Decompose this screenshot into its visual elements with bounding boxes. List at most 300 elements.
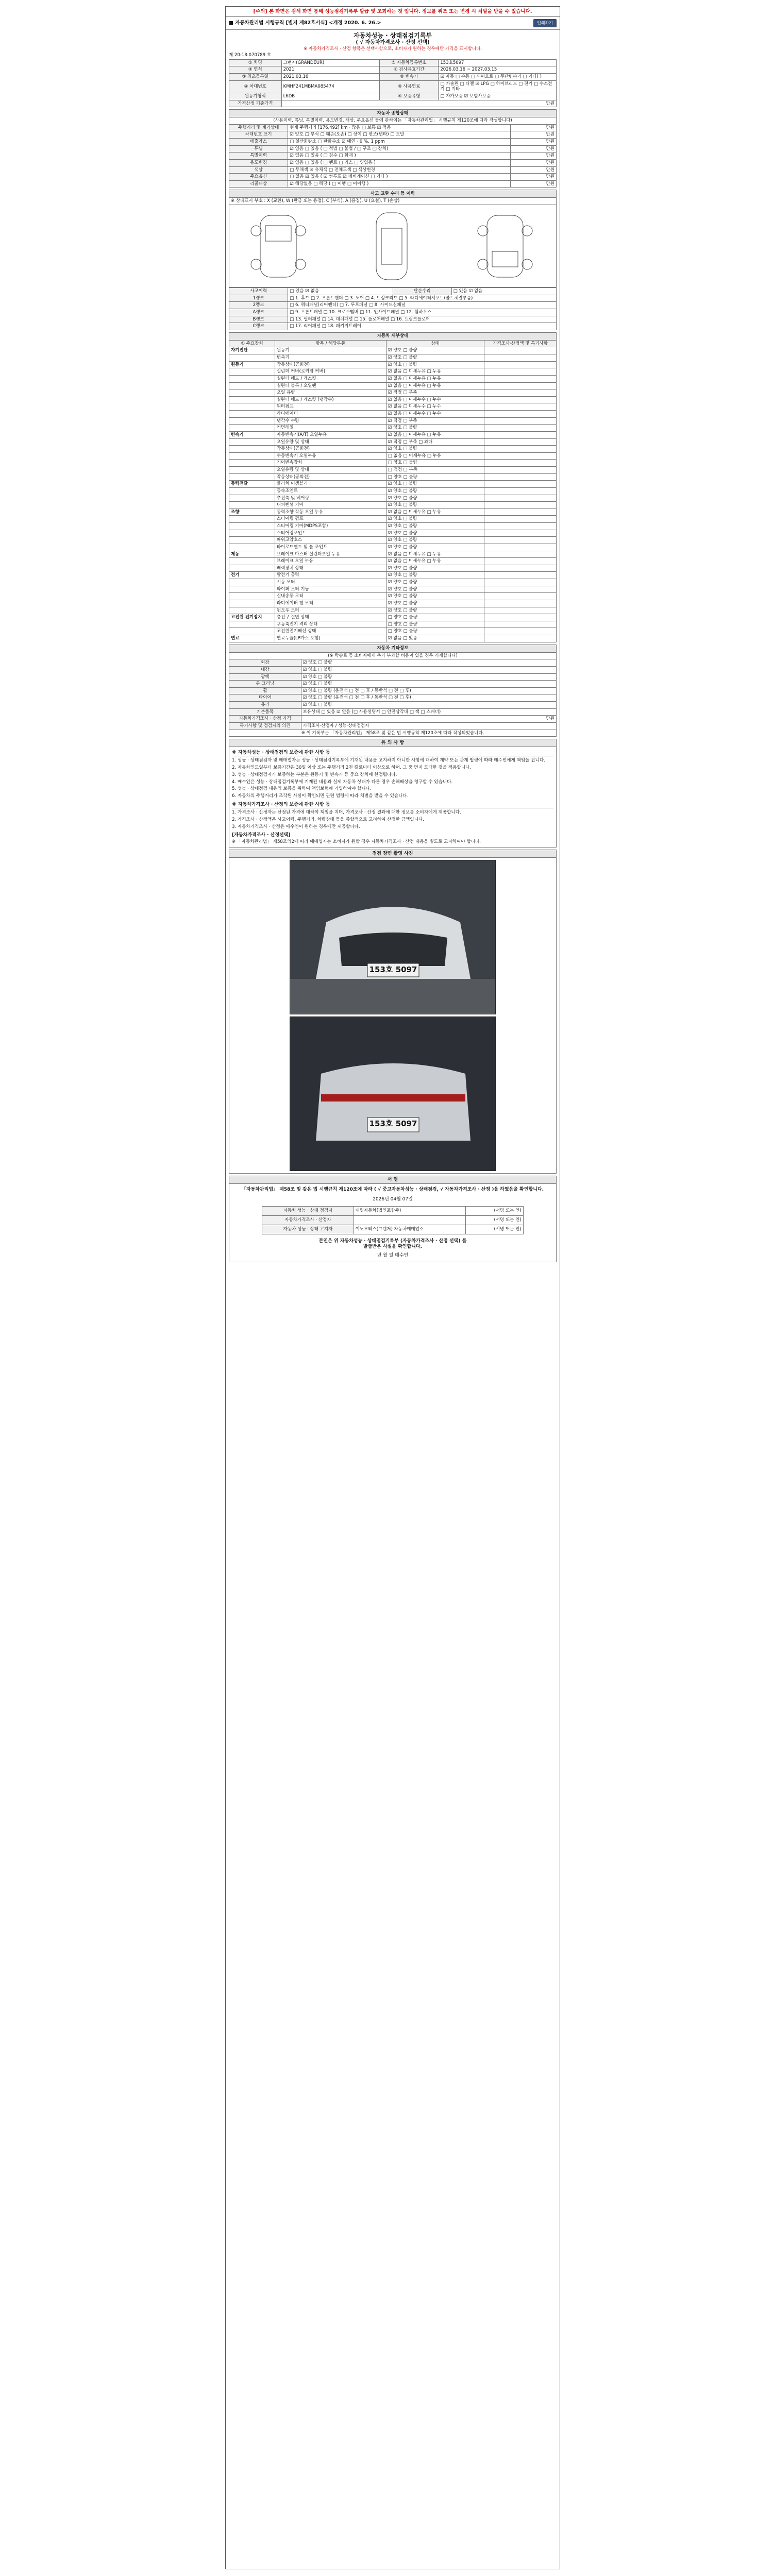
detail-cell: □ 양호 □ 불량 (386, 473, 484, 481)
sign-name (354, 1215, 466, 1225)
detail-cell: 브레이크 오일 누유 (275, 558, 386, 565)
detail-note (484, 544, 557, 551)
car-name-label: ① 차명 (229, 59, 282, 66)
detail-cell: 작동상태(공회전) (275, 446, 386, 453)
detail-cell (229, 487, 275, 495)
detail-note (484, 530, 557, 537)
detail-cell: 수동변속기 오일누유 (275, 452, 386, 460)
photo-heading: 점검 장면 촬영 사진 (229, 850, 556, 858)
detail-cell (229, 460, 275, 467)
summary-price: 만원 (511, 174, 557, 181)
detail-cell: 고전원 전기장치 (229, 614, 275, 621)
detail-cell: 발전기 출력 (275, 572, 386, 579)
sign-role: 자동차 성능 · 상태 고지자 (262, 1225, 354, 1234)
photo-front (290, 860, 496, 1014)
terms-paragraph: 4. 매수인은 성능 · 상태점검기록부에 기재된 내용과 실제 자동차 상태가 다른 경우 손해배상을 청구할 수 있습니다. (232, 779, 453, 785)
options-heading: 자동차 기타정보 (229, 645, 557, 652)
detail-cell (229, 354, 275, 362)
fuel-label: ⑨ 사용연료 (380, 80, 439, 93)
reg-label: ⑥ 자동차등록번호 (380, 59, 439, 66)
detail-cell: 스티어링조인트 (275, 530, 386, 537)
terms-paragraph: 1. 가격조사 · 산정자는 산정된 가격에 대하여 책임을 지며, 가격조사 · 산정 결과에 대한 정보를 소비자에게 제공합니다. (232, 810, 461, 816)
summary-price: 만원 (511, 166, 557, 174)
detail-cell: ☑ 없음 □ 미세누수 □ 누수 (386, 396, 484, 403)
special-label: 특기사항 및 점검자의 의견 (229, 722, 301, 730)
detail-cell: 연료누출(LP가스 포함) (275, 635, 386, 642)
warranty-opts: □ 자가보증 ☑ 보험사보증 (439, 93, 557, 100)
detail-note (484, 417, 557, 425)
first-reg: 2021.03.16 (281, 74, 380, 81)
detail-cell: 충전구 절연 상태 (275, 614, 386, 621)
detail-cell: 작동상태(공회전) (275, 473, 386, 481)
damage-note: ※ 상태표시 부호 : X (교환), W (판금 또는 용접), C (부식), A (흠집), U (요철), T (손상) (229, 198, 557, 205)
summary-price: 만원 (511, 180, 557, 188)
repair-value: □ 있음 ☑ 없음 (451, 288, 556, 295)
detail-cell: 동력조향 작동 오일 누유 (275, 509, 386, 516)
year-label: ② 연식 (229, 66, 282, 74)
panel-value: □ 17. 리어패널 □ 18. 패키지트레이 (288, 323, 557, 330)
summary-label: 특별이력 (229, 152, 288, 160)
detail-note (484, 382, 557, 389)
detail-cell (229, 389, 275, 397)
motor-label: 원동기형식 (229, 93, 282, 100)
detail-cell: 타이로드엔드 및 볼 조인트 (275, 544, 386, 551)
summary-value: ☑ 없음 □ 있음 ( □ 렌트 □ 리스 □ 영업용 ) (288, 159, 511, 166)
detail-cell: 라디에이터 (275, 411, 386, 418)
detail-note (484, 551, 557, 558)
vin: KMHF241MBMA085474 (281, 80, 380, 93)
summary-label: 차대번호 표기 (229, 131, 288, 139)
summary-label: 리콜대상 (229, 180, 288, 188)
detail-cell: ☑ 양호 □ 불량 (386, 516, 484, 523)
sign-mark: (서명 또는 인) (466, 1215, 523, 1225)
detail-cell (229, 516, 275, 523)
detail-cell: 오일유량 및 상태 (275, 467, 386, 474)
detail-cell (229, 600, 275, 607)
sign-role: 자동차가격조사 · 산정자 (262, 1215, 354, 1225)
detail-note (484, 361, 557, 368)
terms-p3: ※ 「자동차관리법」 제58조의2에 따라 매매업자는 소비자가 원할 경우 자동차가격조사 · 산정 내용을 별도로 고지하여야 합니다. (232, 839, 481, 845)
detail-cell: ☑ 양호 □ 불량 (386, 523, 484, 530)
sign-date: 2026년 04월 07일 (373, 1197, 413, 1202)
detail-cell (229, 523, 275, 530)
detail-cell (229, 382, 275, 389)
option-value: ☑ 양호 □ 불량 (301, 666, 556, 673)
detail-note (484, 467, 557, 474)
detail-cell: ☑ 없음 □ 미세누유 □ 누유 (386, 509, 484, 516)
option-value: ☑ 양호 □ 불량 (운전석 □ 전 □ 후 / 동반석 □ 전 □ 후) (301, 694, 556, 702)
detail-cell (229, 593, 275, 600)
detail-cell: ☑ 양호 □ 불량 (386, 537, 484, 544)
detail-cell: ☑ 양호 □ 불량 (386, 593, 484, 600)
detail-note (484, 389, 557, 397)
detail-note (484, 516, 557, 523)
detail-cell: □ 양호 □ 불량 (386, 621, 484, 628)
detail-cell: 냉각수 수량 (275, 417, 386, 425)
detail-cell: ☑ 없음 □ 미세누유 □ 누유 (386, 431, 484, 438)
detail-cell (229, 586, 275, 593)
detail-note (484, 452, 557, 460)
detail-cell: ☑ 없음 □ 미세누유 □ 누유 (386, 368, 484, 376)
summary-price: 만원 (511, 131, 557, 139)
price-label: 자동차가격조사 · 산정 가격 (229, 716, 301, 723)
detail-cell: 실린더 블록 / 오일팬 (275, 382, 386, 389)
detail-cell: ☑ 없음 □ 미세누유 □ 누유 (386, 558, 484, 565)
summary-label: 배출가스 (229, 139, 288, 146)
detail-cell (229, 530, 275, 537)
detail-cell: 파워고압호스 (275, 537, 386, 544)
detail-cell: 원동기 (275, 347, 386, 354)
sign-mark: (서명 또는 인) (466, 1225, 523, 1234)
detail-note (484, 593, 557, 600)
options-note: (※ 탁송료 등 소비자에게 추가 부과할 비용이 있을 경우 기재합니다) (229, 652, 557, 659)
basic-items-label: 기본품목 (229, 708, 301, 716)
detail-cell: 변속기 (229, 431, 275, 438)
detail-cell: □ 양호 □ 불량 (386, 460, 484, 467)
detail-cell (229, 467, 275, 474)
summary-heading: 자동차 종합상태 (229, 110, 557, 117)
summary-value: 현재 주행거리 [176,492] km · 많음 □ 보통 ☑ 적음 (288, 124, 511, 131)
sign-name: 대명자동차(법인포함주) (354, 1206, 466, 1215)
detail-cell (229, 607, 275, 614)
doc-title: 자동차성능 · 상태점검기록부 (353, 32, 432, 39)
motor: L6DB (281, 93, 380, 100)
summary-value: □ 무채색 ☑ 유채색 □ 전체도색 □ 색상변경 (288, 166, 511, 174)
detail-cell (229, 544, 275, 551)
car-front-diagram (240, 210, 317, 282)
detail-cell: 스티어링 펌프 (275, 516, 386, 523)
footer-1: 본인은 위 자동차성능 · 상태점검기록부 (자동차가격조사 · 산정 선택) 를 (318, 1238, 467, 1244)
detail-cell: ☑ 없음 □ 미세누유 □ 누유 (386, 551, 484, 558)
detail-cell: ☑ 적정 □ 부족 □ 과다 (386, 438, 484, 446)
detail-cell: ☑ 양호 □ 불량 (386, 481, 484, 488)
detail-cell: ☑ 양호 □ 불량 (386, 425, 484, 432)
detail-cell: 워터펌프 (275, 403, 386, 411)
terms-paragraph: 2. 자동차인도일부터 보증기간은 30일 이상 또는 주행거리 2천 킬로미터 이상으로 하며, 그 중 먼저 도래한 것을 적용합니다. (232, 765, 471, 771)
detail-cell: 브레이크 마스터 실린더오일 누유 (275, 551, 386, 558)
detail-cell: 실린더 헤드 / 개스킷 (냉각수) (275, 396, 386, 403)
detail-note (484, 403, 557, 411)
sign-mark: (서명 또는 인) (466, 1206, 523, 1215)
summary-price: 만원 (511, 139, 557, 146)
panel-rank: 2랭크 (229, 302, 288, 309)
summary-price: 만원 (511, 152, 557, 160)
detail-cell: 배력장치 상태 (275, 565, 386, 572)
detail-note (484, 354, 557, 362)
detail-cell: ☑ 양호 □ 불량 (386, 579, 484, 586)
damage-table (229, 190, 557, 205)
detail-cell: ☑ 없음 □ 미세누수 □ 누수 (386, 403, 484, 411)
damage-heading: 사고 교환 수리 등 이력 (229, 190, 557, 198)
detail-col-3: 상태 (386, 340, 484, 347)
summary-label: 색상 (229, 166, 288, 174)
detail-note (484, 495, 557, 502)
detail-note (484, 600, 557, 607)
detail-note (484, 565, 557, 572)
detail-cell: 실린더 헤드 / 개스킷 (275, 375, 386, 382)
car-top-diagram (353, 210, 430, 282)
detail-cell (229, 396, 275, 403)
panel-value: □ 6. 쿼터패널(리어펜더) □ 7. 루프패널 □ 8. 사이드실패널 (288, 302, 557, 309)
option-label: 휠 (229, 687, 301, 694)
repair-label: 단순수리 (393, 288, 451, 295)
detail-note (484, 396, 557, 403)
detail-cell: ☑ 양호 □ 불량 (386, 530, 484, 537)
option-label: 룸 크리닝 (229, 681, 301, 688)
detail-note (484, 628, 557, 635)
period-label: ⑦ 검사유효기간 (380, 66, 439, 74)
detail-cell: ☑ 양호 □ 불량 (386, 586, 484, 593)
photo-rear (290, 1016, 496, 1171)
car-diagram (229, 205, 557, 287)
sign-role: 자동차 성능 · 상태 점검자 (262, 1206, 354, 1215)
detail-cell: 전기 (229, 572, 275, 579)
detail-note (484, 621, 557, 628)
detail-cell: ☑ 양호 □ 불량 (386, 544, 484, 551)
detail-note (484, 523, 557, 530)
summary-price: 만원 (511, 124, 557, 131)
detail-note (484, 438, 557, 446)
summary-note: (사용이력, 튜닝, 특별이력, 용도변경, 색상, 주요옵션 등에 관하여는 「자동차관리법」 시행규칙 제120조에 따라 작성합니다) (229, 117, 557, 125)
detail-cell: ☑ 양호 □ 불량 (386, 495, 484, 502)
detail-cell (229, 425, 275, 432)
detail-note (484, 375, 557, 382)
detail-cell: □ 양호 □ 불량 (386, 628, 484, 635)
detail-cell: 자동변속기(A/T) 오일누유 (275, 431, 386, 438)
detail-cell (229, 502, 275, 509)
terms-paragraph: 3. 성능 · 상태점검자가 보증하는 부분은 원동기 및 변속기 등 중요 장치에 한정됩니다. (232, 772, 397, 777)
detail-note (484, 473, 557, 481)
panel-rank: A랭크 (229, 309, 288, 316)
detail-cell: 실내송풍 모터 (275, 593, 386, 600)
detail-cell: ☑ 양호 □ 불량 (386, 446, 484, 453)
panel-value: □ 13. 필러패널 □ 14. 대쉬패널 □ 15. 플로어패널 □ 16. 트렁크플로어 (288, 316, 557, 323)
price-value: 만원 (301, 716, 556, 723)
detail-note (484, 502, 557, 509)
option-label: 타이어 (229, 694, 301, 702)
detail-cell (229, 452, 275, 460)
option-label: 외장 (229, 659, 301, 667)
document (225, 6, 560, 2569)
option-value: ☑ 양호 □ 불량 (301, 681, 556, 688)
detail-cell (229, 565, 275, 572)
detail-note (484, 481, 557, 488)
detail-cell (229, 628, 275, 635)
detail-cell: 조향 (229, 509, 275, 516)
detail-cell: ☑ 양호 □ 불량 (386, 600, 484, 607)
detail-cell: ☑ 적정 □ 부족 (386, 417, 484, 425)
detail-col-1: ① 주요장치 (229, 340, 275, 347)
terms-h2: ※ 자동차가격조사 · 산정의 보증에 관한 사항 등 (232, 802, 553, 808)
detail-col-2: 항목 / 해당부품 (275, 340, 386, 347)
basic-items-value: 보유상태 □ 있음 ☑ 없음 (□ 사용설명서 □ 안전삼각대 □ 잭 □ 스패너) (301, 708, 556, 716)
detail-cell: ☑ 양호 □ 불량 (386, 572, 484, 579)
detail-cell: □ 없음 □ 미세누유 □ 누유 (386, 452, 484, 460)
detail-note (484, 635, 557, 642)
print-button[interactable]: 인쇄하기 (533, 19, 557, 27)
detail-cell: 추진축 및 베어링 (275, 495, 386, 502)
detail-cell: 구동축전지 격리 상태 (275, 621, 386, 628)
panel-rank: B랭크 (229, 316, 288, 323)
detail-note (484, 425, 557, 432)
detail-cell (229, 375, 275, 382)
detail-cell: 동력전달 (229, 481, 275, 488)
detail-note (484, 579, 557, 586)
car-name: 그랜저(GRANDEUR) (281, 59, 380, 66)
detail-cell: ☑ 양호 □ 불량 (386, 502, 484, 509)
summary-price: 만원 (511, 145, 557, 152)
terms-paragraph: 3. 자동차가격조사 · 산정은 매수인이 원하는 경우에만 제공합니다. (232, 824, 360, 829)
cost-label: 가격산정 기준가격 (229, 100, 282, 107)
detail-cell (229, 473, 275, 481)
detail-cell: ☑ 양호 □ 불량 (386, 354, 484, 362)
detail-cell: 연료 (229, 635, 275, 642)
detail-cell (229, 411, 275, 418)
doc-subtitle: ( √ 자동차가격조사 · 산정 선택) (356, 40, 430, 45)
detail-cell (229, 368, 275, 376)
detail-note (484, 614, 557, 621)
detail-cell: ☑ 양호 □ 불량 (386, 487, 484, 495)
detail-cell: 변속기 (275, 354, 386, 362)
detail-note (484, 572, 557, 579)
detail-cell (229, 558, 275, 565)
detail-cell: 실린더 커버(로커암 커버) (275, 368, 386, 376)
summary-value: ☑ 없음 □ 있음 ( □ 침수 □ 화재 ) (288, 152, 511, 160)
terms-h1: ※ 자동차성능 · 상태점검의 보증에 관한 사항 등 (232, 750, 553, 756)
detail-cell: □ 적정 □ 부족 (386, 467, 484, 474)
car-rear-diagram (466, 210, 544, 282)
options-table: 자동차 기타정보 (※ 탁송료 등 소비자에게 추가 부과할 비용이 있을 경우 기재합니다) 외장 ☑ 양호 □ 불량 내장 ☑ 양호 □ 불량 광택 ☑ 양호 □ 불량 룸 크리닝 ☑ 양호 □ 불량 휠 ☑ 양호 □ 불량 (운전석 □ 전 □ 후 / 동반석 □ 전 □ 후) 타이어 ☑ 양호 □ 불량 (운전석 □ 전 □ 후 / 동반석 □ 전 □ 후) 유리 ☑ 양호 □ 불량 기본품목 보유상태 □ 있음 ☑ 없음 (□ 사용설명서 □ 안전삼각대 □ 잭 □ 스패너) 자동차가격조사 · 산정 가격 만원 특기사항 및 점검자의 의견 가격조사·산정자 / 성능·상태점검자 ※ 이 기록부는 「자동차관리법」 제58조 및 같은 법 시행규칙 제120조에 따라 작성되었습니다. (229, 645, 557, 737)
summary-value: □ 일산화탄소 □ 탄화수소 ☑ 매연 · 0 %, 1 ppm (288, 139, 511, 146)
terms-heading: 유 의 사 항 (229, 739, 556, 747)
detail-note (484, 537, 557, 544)
panel-value: □ 1. 후드 □ 2. 프론트펜더 □ 3. 도어 □ 4. 트렁크리드 □ 5. 라디에이터서포트(볼트체결부품) (288, 295, 557, 302)
footer-3: 년 월 일 매수인 (377, 1253, 409, 1259)
detail-cell: 오일유량 및 상태 (275, 438, 386, 446)
detail-col-4: 가격조사·산정액 및 특기사항 (484, 340, 557, 347)
plate-rear: 153호 5097 (369, 1119, 417, 1129)
option-value: ☑ 양호 □ 불량 (운전석 □ 전 □ 후 / 동반석 □ 전 □ 후) (301, 687, 556, 694)
warranty-label: ⑤ 보증유형 (380, 93, 439, 100)
terms-paragraph: 1. 성능 · 상태점검자 및 매매업자는 성능 · 상태점검기록부에 기재된 내용을 고지하지 아니한 사항에 대하여 계약 또는 관계 법령에 따라 매수인에게 책임을 집니다. (232, 758, 545, 764)
terms-paragraph: 2. 가격조사 · 산정액은 사고이력, 주행거리, 차량상태 등을 종합적으로 고려하여 산정한 금액입니다. (232, 817, 424, 822)
panel-value: □ 9. 프론트패널 □ 10. 크로스멤버 □ 11. 인사이드패널 □ 12. 휠하우스 (288, 309, 557, 316)
summary-value: ☑ 양호 □ 부식 □ 훼손(오손) □ 상이 □ 변조(변타) □ 도말 (288, 131, 511, 139)
detail-cell (229, 579, 275, 586)
detail-cell: □ 양호 □ 불량 (386, 614, 484, 621)
plate-front: 153호 5097 (369, 965, 417, 975)
form-header: ■ 자동차관리법 시행규칙 [별지 제82호서식] <개정 2020. 6. 26.> (229, 20, 381, 26)
summary-label: 용도변경 (229, 159, 288, 166)
summary-value: □ 없음 ☑ 있음 ( ☑ 썬루프 ☑ 네비게이션 □ 기타 ) (288, 174, 511, 181)
detail-cell: 클러치 어셈블리 (275, 481, 386, 488)
detail-cell: 원동기 (229, 361, 275, 368)
title-block (226, 30, 560, 53)
detail-note (484, 411, 557, 418)
vin-label: ④ 차대번호 (229, 80, 282, 93)
period: 2026.03.16 ~ 2027.03.15 (439, 66, 557, 74)
special-role-2: 성능·상태점검자 (338, 723, 369, 728)
detail-note (484, 607, 557, 614)
option-label: 내장 (229, 666, 301, 673)
summary-value: ☑ 없음 □ 있음 ( □ 적법 □ 불법 / □ 구조 □ 장치) (288, 145, 511, 152)
sign-table (262, 1206, 523, 1234)
detail-cell: 제동 (229, 551, 275, 558)
detail-cell: 윈도우 모터 (275, 607, 386, 614)
legal-remark: ※ 이 기록부는 「자동차관리법」 제58조 및 같은 법 시행규칙 제120조에 따라 작성되었습니다. (229, 730, 557, 737)
basic-info-table (229, 59, 557, 107)
detail-cell: ☑ 양호 □ 불량 (386, 347, 484, 354)
sign-name: 이노모터스(그랜저) 자동차매매업소 (354, 1225, 466, 1234)
detail-cell: 라디에이터 팬 모터 (275, 600, 386, 607)
summary-label: 주행거리 및 계기상태 (229, 124, 288, 131)
detail-cell: 스티어링 기어(MDPS포함) (275, 523, 386, 530)
detail-heading: 자동차 세부상태 (229, 332, 557, 340)
detail-cell (229, 495, 275, 502)
detail-cell: 고전원전기배선 상태 (275, 628, 386, 635)
detail-cell (229, 537, 275, 544)
detail-note (484, 586, 557, 593)
first-reg-label: ③ 최초등록일 (229, 74, 282, 81)
summary-table (229, 109, 557, 188)
detail-cell (229, 438, 275, 446)
accident-value: □ 있음 ☑ 없음 (288, 288, 393, 295)
detail-cell: 와이퍼 모터 기능 (275, 586, 386, 593)
detail-cell (229, 621, 275, 628)
detail-cell: 커먼레일 (275, 425, 386, 432)
form-number: 제 20-18-070789 호 (229, 53, 272, 58)
detail-cell: 기어변속장치 (275, 460, 386, 467)
fuel-opts: □ 가솔린 □ 디젤 ☑ LPG □ 하이브리드 □ 전기 □ 수소전기 □ 기타 (439, 80, 557, 93)
detail-cell: 자기진단 (229, 347, 275, 354)
detail-cell: 등속조인트 (275, 487, 386, 495)
panel-rank: C랭크 (229, 323, 288, 330)
trans-label: ⑧ 변속기 (380, 74, 439, 81)
trans-opts: ☑ 자동 □ 수동 □ 세미오토 □ 무단변속기 □ 기타( ) (439, 74, 557, 81)
detail-cell (229, 417, 275, 425)
detail-cell (229, 403, 275, 411)
special-role-1: 가격조사·산정자 (303, 723, 334, 728)
detail-note (484, 347, 557, 354)
reg-number: 153호5097 (439, 59, 557, 66)
detail-note (484, 431, 557, 438)
detail-note (484, 368, 557, 376)
panel-rank: 1랭크 (229, 295, 288, 302)
terms-h3: [자동차가격조사 · 산정선택] (232, 833, 291, 838)
summary-price: 만원 (511, 159, 557, 166)
detail-cell: ☑ 없음 □ 미세누수 □ 누수 (386, 411, 484, 418)
detail-table (229, 332, 557, 642)
option-label: 광택 (229, 673, 301, 681)
top-notice: [주의] 본 화면은 검색 화면 통해 성능점검기록부 발급 및 조회하는 것 입니다. 정보를 위조 또는 변경 시 처벌을 받을 수 있습니다. (226, 7, 560, 17)
detail-cell: ☑ 적정 □ 부족 (386, 389, 484, 397)
summary-value: ☑ 해당없음 □ 해당 ( □ 이행 □ 미이행 ) (288, 180, 511, 188)
terms-paragraph: 5. 성능 · 상태점검 내용의 보증을 위하여 책임보험에 가입하여야 합니다. (232, 786, 372, 792)
detail-note (484, 487, 557, 495)
accident-table (229, 287, 557, 330)
detail-cell: ☑ 없음 □ 미세누유 □ 누유 (386, 375, 484, 382)
detail-cell: 오일 유량 (275, 389, 386, 397)
detail-note (484, 509, 557, 516)
detail-cell: 디퍼렌셜 기어 (275, 502, 386, 509)
year: 2021 (281, 66, 380, 74)
summary-label: 튜닝 (229, 145, 288, 152)
detail-cell: ☑ 양호 □ 불량 (386, 565, 484, 572)
detail-cell: ☑ 없음 □ 미세누유 □ 누유 (386, 382, 484, 389)
terms-paragraph: 6. 자동차의 주행거리가 조작된 사실이 확인되면 관련 법령에 따라 처벌을 받을 수 있습니다. (232, 793, 409, 799)
option-value: ☑ 양호 □ 불량 (301, 702, 556, 709)
detail-cell: ☑ 양호 □ 불량 (386, 361, 484, 368)
